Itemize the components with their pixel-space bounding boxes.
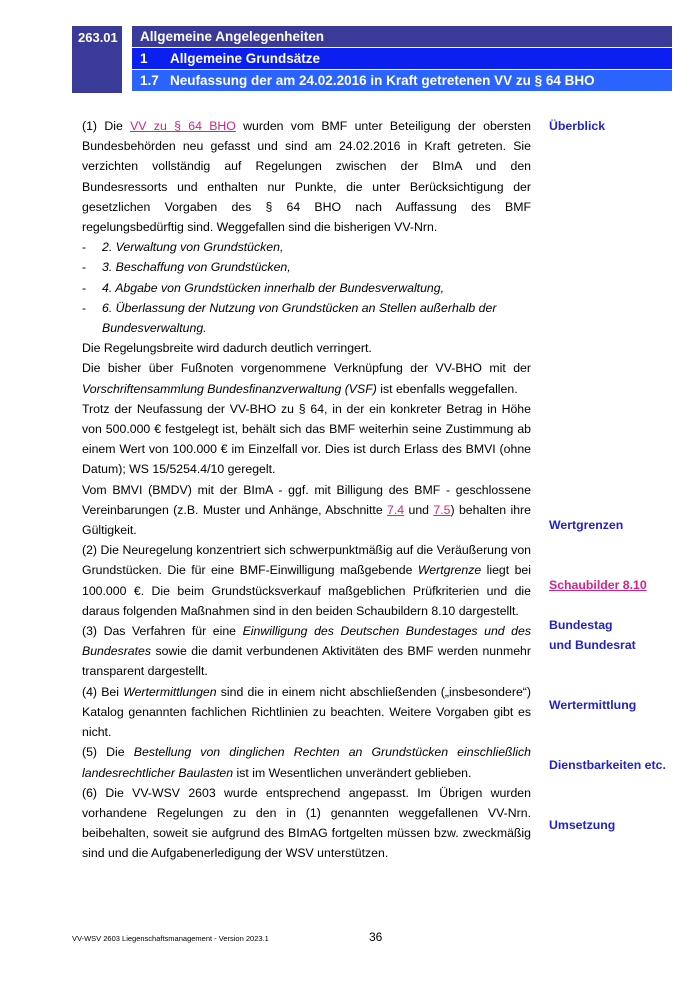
margin-note-umsetzung: Umsetzung [549,818,616,832]
text-run: Vom BMVI (BMDV) mit der BImA - ggf. mit Billigung des BMF - geschlossene Vereinbarungen (z.B. Muster und Anhänge, Abschnitte [82,482,531,517]
list-item-label: 3. Beschaffung von Grundstücken, [102,260,291,275]
list-dash: - [82,240,87,255]
list-item-label: 2. Verwaltung von Grundstücken, [102,240,284,255]
removed-items-list [82,237,531,338]
list-item [82,237,531,257]
section-7-5-link[interactable]: 7.5 [433,502,451,517]
section-6: (6) Die VV-WSV 2603 wurde entsprechend angepasst. Im Übrigen wurden vorhandene Regelungen zu den in (1) genannten weggefallenen VV-Nrn. beibehalten, soweit sie aufgrund des BImAG fortgelten müssen bzw. zweckmäßig sind und die Aufgabenerledigung der WSV unterstützen. [82,785,531,861]
text-run: und [404,502,434,517]
section-1-agreements [82,480,531,541]
list-item-label: 6. Überlassung der Nutzung von Grundstücken an Stellen außerhalb der Bundesverwaltung. [102,300,497,336]
list-item [82,298,531,338]
section-1-scope: Die Regelungsbreite wird dadurch deutlich verringert. [82,341,372,356]
section-2 [82,540,531,621]
text-run-italic: Bestellung von dinglichen Rechten an Grundstücken einschließlich landesrechtlicher Baulasten [82,745,531,780]
section-1-intro [82,116,531,237]
header-level-2-title: Allgemeine Grundsätze [170,51,321,66]
margin-note-line: und Bundesrat [549,638,636,653]
text-run: (4) Bei [82,684,124,699]
margin-note-wertgrenzen: Wertgrenzen [549,518,624,532]
text-run: wurden vom BMF unter Beteiligung der obersten Bundesbehörden neu gefasst und sind am 24.02.2016 in Kraft getreten. Sie verzichten vollständig auf Regelungen zwischen der BImA und den Bundesressorts und enthalten nur Punkte, die unter Berücksichtigung der gesetzlichen Vorgaben des § 64 BHO nach Auffassung des BMF regelungsbedürftig sind. Weggefallen sind die bisherigen VV-Nrn. [82,119,531,235]
text-run: (5) Die [82,745,134,760]
text-run: ist ebenfalls weggefallen. [376,381,518,396]
text-run: (2) Die Neuregelung konzentriert sich schwerpunktmäßig auf die Veräußerung von Grundstücken. Die für eine BMF-Einwilligung maßgebende [82,543,531,578]
list-dash: - [82,260,87,275]
text-run: (1) Die [82,119,131,133]
section-4 [82,682,531,743]
margin-note-line: Bundestag [549,618,613,632]
section-5 [82,742,531,782]
text-run-italic: Wertgrenze [417,563,482,578]
list-dash: - [82,280,87,295]
margin-note-bundestag [549,615,674,655]
header-level-1 [132,26,672,47]
text-run: ist im Wesentlichen unverändert geblieben. [233,765,472,780]
page-number: 36 [369,930,383,944]
section-1-threshold: Trotz der Neufassung der VV-BHO zu § 64, in der ein konkreter Betrag in Höhe von 500.000 € festgelegt ist, behält sich das BMF weiterhin seine Zustimmung ab einem Wert von 100.000 € im Einzelfall vor. Dies ist durch Erlass des BMVI (ohne Datum); WS 15/5254.4/10 geregelt. [82,401,531,477]
header-level-2 [132,48,672,69]
margin-note-wertermittlung: Wertermittlung [549,698,637,712]
chapter-number: 263.01 [72,26,122,93]
document-body [82,116,531,864]
text-run-italic: Einwilligung des Deutschen Bundestages und des Bundesrates [82,624,532,659]
margin-note-ueberblick: Überblick [549,119,606,133]
vv-bho-link[interactable]: VV zu § 64 BHO [130,119,236,133]
header-level-2-number: 1 [140,51,148,66]
header-level-3 [132,70,672,91]
section-3 [82,621,531,682]
list-item [82,257,531,277]
header-level-3-title: Neufassung der am 24.02.2016 in Kraft getretenen VV zu § 64 BHO [170,73,595,88]
text-run: sowie die damit verbundenen Aktivitäten des BMF werden nunmehr transparent dargestellt. [82,644,531,679]
margin-note-dienstbarkeiten: Dienstbarkeiten etc. [549,758,666,772]
text-run: (3) Das Verfahren für eine [82,624,243,639]
list-item [82,278,531,298]
section-1-vsf [82,358,531,398]
footer-document-title: VV-WSV 2603 Liegenschaftsmanagement - Version 2023.1 [72,934,269,943]
header-level-3-number: 1.7 [140,73,159,88]
schaubilder-link[interactable]: Schaubilder 8.10 [549,578,647,592]
list-item-label: 4. Abgabe von Grundstücken innerhalb der Bundesverwaltung, [102,280,445,295]
list-dash: - [82,300,87,315]
text-run: liegt bei 100.000 €. Die beim Grundstücksverkauf maßgeblichen Prüfkriterien und die daraus folgenden Maßnahmen sind in den beiden Schaubildern 8.10 dargestellt. [82,563,531,618]
text-run: ) behalten ihre Gültigkeit. [82,502,531,538]
section-7-4-link[interactable]: 7.4 [387,502,405,517]
text-run: Die bisher über Fußnoten vorgenommene Verknüpfung der VV-BHO mit der [82,361,531,376]
section-1 [82,116,531,540]
text-run-italic: Vorschriftensammlung Bundesfinanzverwaltung (VSF) [82,381,377,396]
header-level-1-title: Allgemeine Angelegenheiten [140,29,325,44]
text-run: sind die in einem nicht abschließenden („insbesondere“) Katalog genannten fachlichen Richtlinien zu beachten. Weitere Vorgaben gibt es nicht. [82,684,531,740]
text-run-italic: Wertermittlungen [123,684,217,699]
margin-note-schaubilder [549,575,674,595]
